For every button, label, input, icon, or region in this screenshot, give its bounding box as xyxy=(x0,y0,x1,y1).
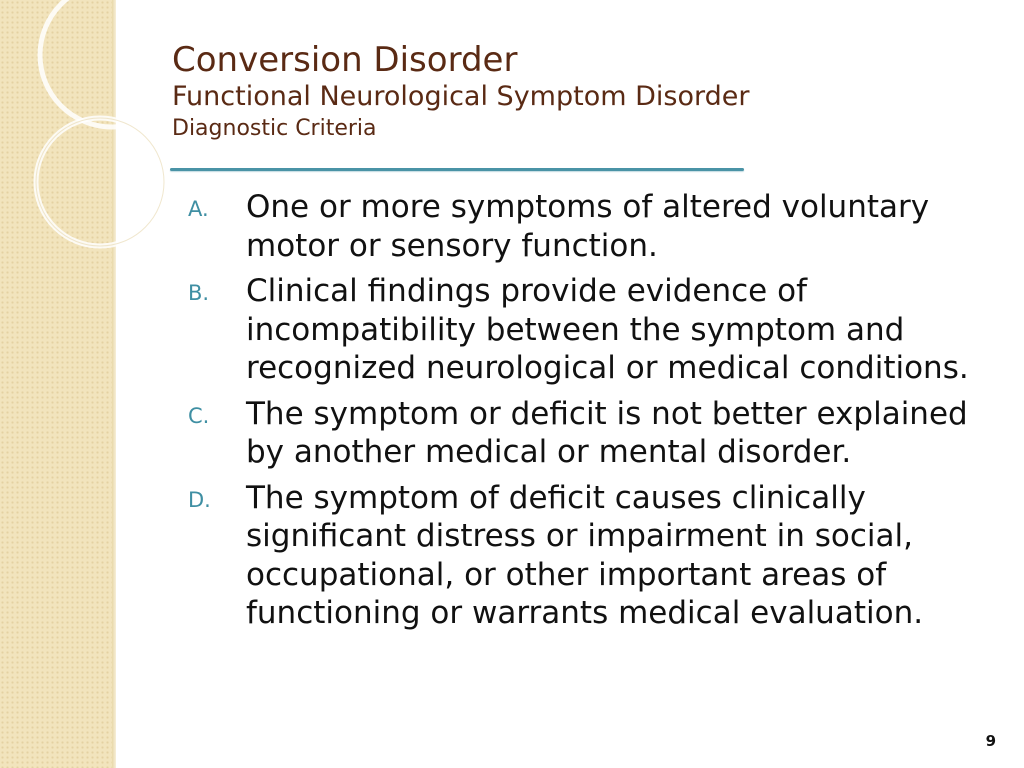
criterion-marker: A. xyxy=(188,197,209,221)
criterion-marker: D. xyxy=(188,487,211,512)
criterion-c xyxy=(188,395,998,472)
criterion-text: The symptom of deficit causes clinically significant distress or impairment in social, occupational, or other important areas of functioning or warrants medical evaluation. xyxy=(246,479,924,631)
title-divider xyxy=(170,168,744,171)
criterion-text: Clinical findings provide evidence of incompatibility between the symptom and recognized neurological or medical conditions. xyxy=(246,273,969,386)
criterion-text: One or more symptoms of altered voluntary motor or sensory function. xyxy=(246,189,930,264)
criterion-marker: C. xyxy=(188,403,210,428)
criteria-list xyxy=(188,188,998,640)
title-block xyxy=(172,40,972,144)
criterion-text: The symptom or deficit is not better explained by another medical or mental disorder. xyxy=(246,395,968,470)
slide-subheading: Diagnostic Criteria xyxy=(172,116,377,141)
criterion-a xyxy=(188,188,998,265)
page-number: 9 xyxy=(985,732,996,750)
criterion-d xyxy=(188,479,998,633)
slide-subtitle: Functional Neurological Symptom Disorder xyxy=(172,81,750,112)
criterion-marker: B. xyxy=(188,281,210,305)
criterion-b xyxy=(188,272,998,388)
slide-title: Conversion Disorder xyxy=(172,40,518,80)
decorative-circles-icon xyxy=(0,0,200,260)
